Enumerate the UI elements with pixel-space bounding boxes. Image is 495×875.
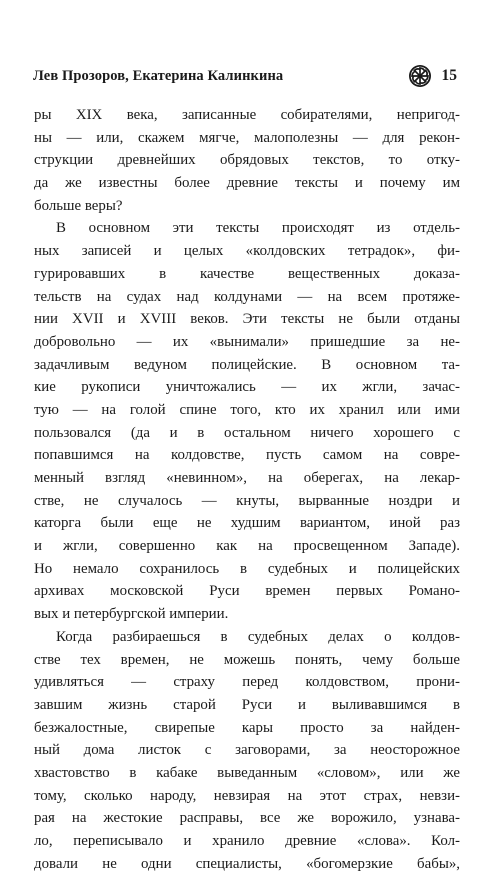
text-line: стве, не случалось — кнуты, вырванные ноздри и [34, 492, 460, 509]
text-line: ный дома листок с заговорами, за неосторожное [34, 742, 460, 759]
text-line: архивах московской Руси времен первых Романо- [34, 583, 460, 600]
text-line: ных записей и целых «колдовских тетрадок», фи- [34, 243, 460, 260]
text-line: ры XIX века, записанные собирателями, непригод- [34, 107, 460, 123]
text-line: стве тех времен, не можешь понять, чему больше [34, 651, 460, 668]
paragraph-first-line: Когда разбираешься в судебных делах о колдов- [56, 628, 460, 645]
body-text [34, 104, 460, 875]
paragraph-last-line: вых и петербургской империи. [34, 606, 229, 623]
paragraph-last-line: больше веры? [34, 197, 123, 214]
text-line: попавшимся на колдовстве, пусть самом на совре- [34, 447, 460, 464]
text-line: безжалостные, свирепые кары просто за найден- [34, 719, 460, 736]
text-line: задачливым ведуном полицейские. В основном та- [34, 356, 460, 373]
text-line: струкции древнейших обрядовых текстов, то отку- [34, 152, 460, 169]
header-right [408, 64, 458, 88]
text-line: гурировавших в качестве вещественных доказа- [34, 265, 460, 282]
text-line: рая на жестокие расправы, все же ворожило, узнава- [34, 810, 460, 827]
text-line: удивляться — страху перед колдовством, прони- [34, 674, 460, 691]
text-line: пользовался (да и в остальном ничего хорошего с [34, 424, 460, 441]
text-line: тому, сколько народу, невзирая на этот страх, невзи- [34, 787, 460, 804]
running-head: Лев Прозоров, Екатерина Калинкина [33, 67, 284, 84]
text-line: каторга были еще не худшим вариантом, иной раз [34, 515, 460, 532]
page-number: 15 [441, 67, 457, 84]
text-line: Но немало сохранилось в судебных и полицейских [34, 560, 460, 577]
text-line: и жгли, совершенно как на просвещенном Западе). [34, 538, 460, 555]
text-line: кие рукописи уничтожались — их жгли, зачас- [34, 379, 460, 396]
paragraph-first-line: В основном эти тексты происходят из отдель- [56, 220, 460, 237]
text-line: нии XVII и XVIII веков. Эти тексты не были отданы [34, 311, 460, 328]
text-line: тельств на судах над колдунами — на всем протяже- [34, 288, 460, 305]
text-line: ло, переписывало и хранило древние «слова». Кол- [34, 833, 460, 849]
text-line: довали не одни специалисты, «богомерзкие бабы», [34, 855, 460, 872]
text-line: менный взгляд «невинном», на оберегах, на лекар- [34, 470, 460, 486]
text-line: завшим жизнь старой Руси и выливавшимся в [34, 696, 460, 713]
text-line: да же известны более древние тексты и почему им [34, 175, 460, 192]
text-line: ны — или, скажем мягче, малополезны — для рекон- [34, 129, 460, 146]
text-line: хвастовство в кабаке выведанным «словом», или же [34, 764, 460, 781]
text-line: тую — на голой спине того, кто их хранил или ими [34, 401, 460, 418]
text-line: добровольно — их «вынимали» пришедшие за не- [34, 333, 460, 350]
kolovrat-sun-symbol-icon [408, 64, 432, 88]
page-header [33, 61, 457, 91]
